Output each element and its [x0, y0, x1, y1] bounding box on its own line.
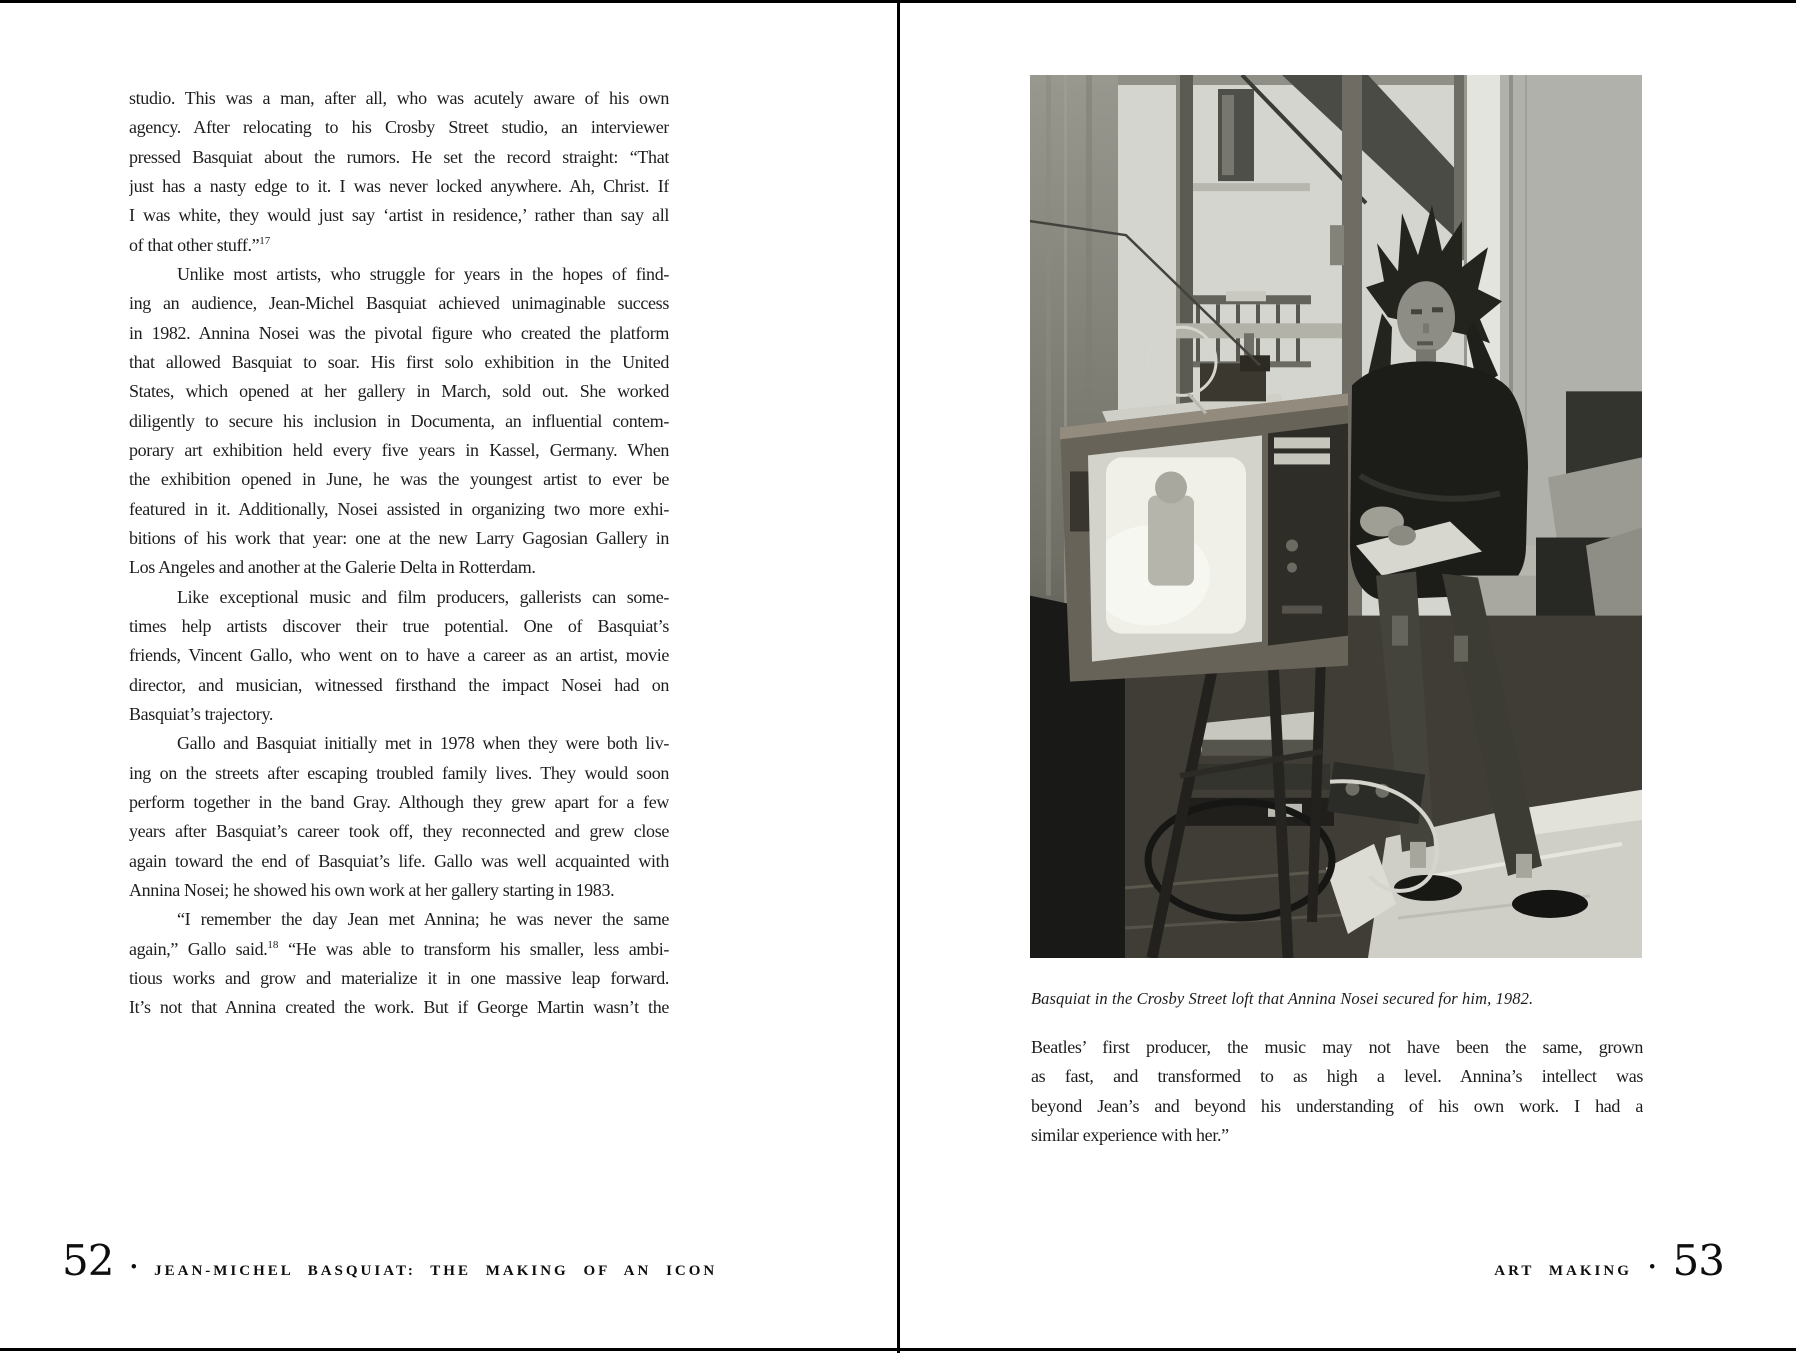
center-page-divider: [897, 0, 900, 1353]
page-number-left: 52: [62, 1236, 114, 1285]
running-head-left: JEAN-MICHEL BASQUIAT: THE MAKING OF AN ICON: [154, 1263, 718, 1279]
text-line: pressed Basquiat about the rumors. He set the record straight: “That: [129, 146, 669, 167]
text-line: that allowed Basquiat to soar. His first solo exhibition in the United: [129, 351, 669, 372]
text-line: Los Angeles and another at the Galerie Delta in Rotterdam.: [129, 557, 536, 578]
text-line: beyond Jean’s and beyond his understanding of his own work. I had a: [1031, 1095, 1643, 1116]
text-line: as fast, and transformed to as high a level. Annina’s intellect was: [1031, 1066, 1643, 1087]
footnote-reference: 17: [259, 234, 271, 247]
text-line: Unlike most artists, who struggle for years in the hopes of find-: [177, 263, 669, 284]
photo-caption: Basquiat in the Crosby Street loft that Annina Nosei secured for him, 1982.: [1031, 989, 1534, 1008]
text-line: ing an audience, Jean-Michel Basquiat achieved unimaginable success: [129, 293, 669, 314]
text-line: tious works and grow and materialize it in one massive leap forward.: [129, 967, 669, 988]
text-line: again toward the end of Basquiat’s life. Gallo was well acquainted with: [129, 850, 669, 871]
text-line: “I remember the day Jean met Annina; he was never the same: [177, 909, 669, 930]
text-line: again,” Gallo said.$^{18}$ “He was able to transform his smaller, less ambi-: [129, 938, 669, 959]
text-line: times help artists discover their true potential. One of Basquiat’s: [129, 615, 669, 636]
text-line: featured in it. Additionally, Nosei assisted in organizing two more exhi-: [129, 498, 669, 519]
left-footer: [62, 1236, 718, 1285]
text-line: diligently to secure his inclusion in Documenta, an influential contem-: [129, 410, 669, 431]
basquiat-loft-photo: [1030, 75, 1642, 958]
footnote-reference: 18: [267, 938, 279, 951]
photo-illustration: [1030, 75, 1642, 958]
left-text-column: [129, 84, 669, 1023]
right-footer: [1494, 1236, 1724, 1285]
text-line: director, and musician, witnessed firsthand the impact Nosei had on: [129, 674, 669, 695]
text-line: the exhibition opened in June, he was the youngest artist to ever be: [129, 469, 669, 490]
text-line: bitions of his work that year: one at the new Larry Gagosian Gallery in: [129, 527, 669, 548]
text-line: Basquiat’s trajectory.: [129, 703, 274, 724]
text-line: Gallo and Basquiat initially met in 1978 when they were both liv-: [177, 733, 669, 754]
text-line: just has a nasty edge to it. I was never locked anywhere. Ah, Christ. If: [129, 175, 669, 196]
text-line: States, which opened at her gallery in March, sold out. She worked: [129, 381, 669, 402]
text-line: It’s not that Annina created the work. But if George Martin wasn’t the: [129, 997, 669, 1018]
footer-bullet-right: •: [1648, 1257, 1656, 1278]
text-line: porary art exhibition held every five years in Kassel, Germany. When: [129, 439, 669, 460]
text-line: friends, Vincent Gallo, who went on to have a career as an artist, movie: [129, 645, 669, 666]
text-line: agency. After relocating to his Crosby Street studio, an interviewer: [129, 117, 669, 138]
text-line: ing on the streets after escaping troubled family lives. They would soon: [129, 762, 669, 783]
page-number-right: 53: [1672, 1236, 1724, 1285]
text-line: Annina Nosei; he showed his own work at her gallery starting in 1983.: [129, 879, 615, 900]
text-line: Beatles’ first producer, the music may not have been the same, grown: [1031, 1037, 1643, 1057]
right-text-column: [1031, 1033, 1643, 1150]
text-line: similar experience with her.”: [1031, 1124, 1229, 1145]
text-line: years after Basquiat’s career took off, they reconnected and grew close: [129, 821, 669, 842]
text-line: studio. This was a man, after all, who was acutely aware of his own: [129, 88, 669, 108]
text-line: Like exceptional music and film producers, gallerists can some-: [177, 586, 669, 607]
text-line: perform together in the band Gray. Although they grew apart for a few: [129, 791, 669, 812]
text-line: in 1982. Annina Nosei was the pivotal figure who created the platform: [129, 322, 669, 343]
running-head-right: ART MAKING: [1494, 1263, 1632, 1279]
text-line: I was white, they would just say ‘artist in residence,’ rather than say all: [129, 205, 669, 226]
footer-bullet-left: •: [130, 1257, 138, 1278]
text-line: of that other stuff.”$^{17}$: [129, 234, 271, 255]
